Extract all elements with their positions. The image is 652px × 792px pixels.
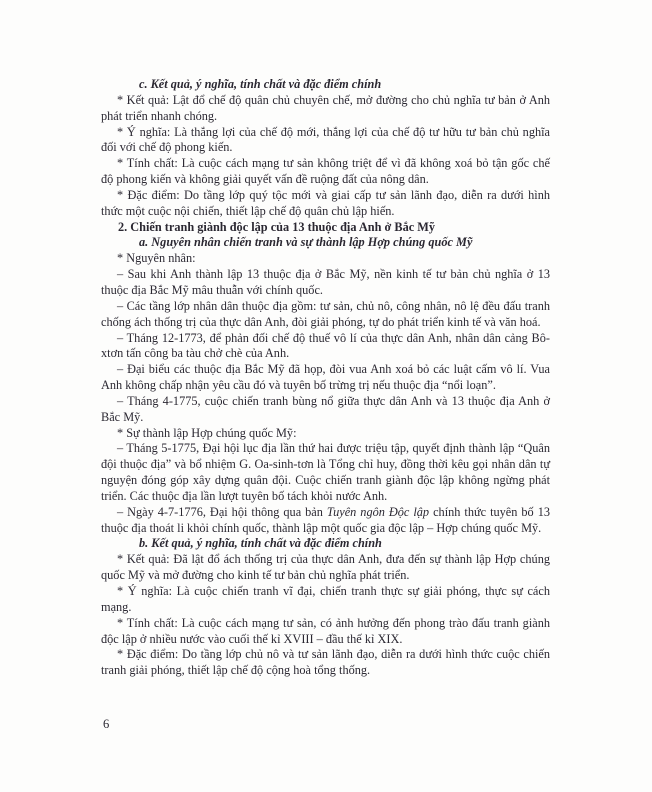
para-thang-12-1773: – Tháng 12-1773, để phản đối chế độ thuế vô lí của thực dân Anh, nhân dân cảng Bô-xtơn tấn công ba tàu chở chè của Anh. bbox=[101, 330, 550, 361]
heading-b-ket-qua: b. Kết quả, ý nghĩa, tính chất và đặc điểm chính bbox=[139, 536, 382, 551]
page-number: 6 bbox=[103, 717, 110, 731]
para-ngay-4-7-1776: – Ngày 4-7-1776, Đại hội thông qua bản Tuyên ngôn Độc lập chính thức tuyên bố 13 thuộc địa thoát li khỏi chính quốc, thành lập một quốc gia độc lập – Hợp chúng quốc Mỹ. bbox=[101, 504, 551, 535]
para-y-nghia: * Ý nghĩa: Là thắng lợi của chế độ mới, thắng lợi của chế độ tư hữu tư bản chủ nghĩa đối với chế độ phong kiến. bbox=[101, 124, 550, 155]
para-y-nghia-my: * Ý nghĩa: Là cuộc chiến tranh vĩ đại, chiến tranh thực sự giải phóng, thực sự cách mạng. bbox=[101, 584, 550, 614]
document-body bbox=[101, 77, 550, 679]
heading-a-nguyen-nhan: a. Nguyên nhân chiến tranh và sự thành lập Hợp chúng quốc Mỹ bbox=[139, 235, 473, 250]
para-dai-bieu: – Đại biểu các thuộc địa Bắc Mỹ đã họp, đòi vua Anh xoá bỏ các luật cấm vô lí. Vua Anh không chấp nhận yêu cầu đó và tuyên bố trừng trị nếu thuộc địa “nổi loạn”. bbox=[101, 362, 550, 393]
para-tinh-chat: * Tính chất: Là cuộc cách mạng tư sản không triệt để vì đã không xoá bỏ tận gốc chế độ phong kiến và không giải quyết vấn đề ruộng đất của nông dân. bbox=[101, 156, 550, 187]
heading-2-chien-tranh: 2. Chiến tranh giành độc lập của 13 thuộc địa Anh ở Bắc Mỹ bbox=[118, 219, 436, 234]
para-sau-khi-anh: – Sau khi Anh thành lập 13 thuộc địa ở Bắc Mỹ, nền kinh tế tư bản chủ nghĩa ở 13 thuộc địa Bắc Mỹ mâu thuẫn với chính quốc. bbox=[101, 267, 550, 297]
heading-c-ket-qua: c. Kết quả, ý nghĩa, tính chất và đặc điểm chính bbox=[139, 77, 382, 91]
para-dac-diem-my: * Đặc điểm: Do tầng lớp chủ nô và tư sản lãnh đạo, diễn ra dưới hình thức cuộc chiến tranh giải phóng, thiết lập chế độ cộng hoà tổng thống. bbox=[101, 647, 550, 678]
para-su-thanh-lap-label: * Sự thành lập Hợp chúng quốc Mỹ: bbox=[117, 425, 297, 440]
para-thang-4-1775: – Tháng 4-1775, cuộc chiến tranh bùng nổ giữa thực dân Anh và 13 thuộc địa Anh ở Bắc Mỹ. bbox=[101, 393, 550, 424]
para-ket-qua: * Kết quả: Lật đổ chế độ quân chủ chuyên chế, mở đường cho chủ nghĩa tư bản ở Anh phát triển nhanh chóng. bbox=[101, 92, 550, 123]
para-tinh-chat-my: * Tính chất: Là cuộc cách mạng tư sản, có ảnh hưởng đến phong trào đấu tranh giành độc lập ở nhiều nước vào cuối thế kỉ XVIII – đầu thế kỉ XIX. bbox=[101, 615, 550, 646]
para-thang-5-1775: – Tháng 5-1775, Đại hội lục địa lần thứ hai được triệu tập, quyết định thành lập “Quân đội thuộc địa” và bổ nhiệm G. Oa-sinh-tơn là Tổng chỉ huy, đồng thời kêu gọi nhân dân tự nguyện đóng góp xây dựng quân đội. Cuộc chiến tranh giành độc lập không ngừng phát triển. Các thuộc địa lần lượt tuyên bố tách khỏi nước Anh. bbox=[101, 441, 550, 503]
para-cac-tang-lop: – Các tầng lớp nhân dân thuộc địa gồm: tư sản, chủ nô, công nhân, nô lệ đều đấu tranh chống ách thống trị của thực dân Anh, đòi giải phóng, tự do phát triển kinh tế và văn hoá. bbox=[101, 298, 550, 329]
para-dac-diem: * Đặc điểm: Do tầng lớp quý tộc mới và giai cấp tư sản lãnh đạo, diễn ra dưới hình thức một cuộc nội chiến, thiết lập chế độ quân chủ lập hiến. bbox=[101, 187, 550, 218]
para-nguyen-nhan-label: * Nguyên nhân: bbox=[117, 251, 196, 266]
para-ket-qua-my: * Kết quả: Đã lật đổ ách thống trị của thực dân Anh, đưa đến sự thành lập Hợp chúng quốc Mỹ và mở đường cho kinh tế tư bản chủ nghĩa phát triển. bbox=[101, 552, 550, 583]
